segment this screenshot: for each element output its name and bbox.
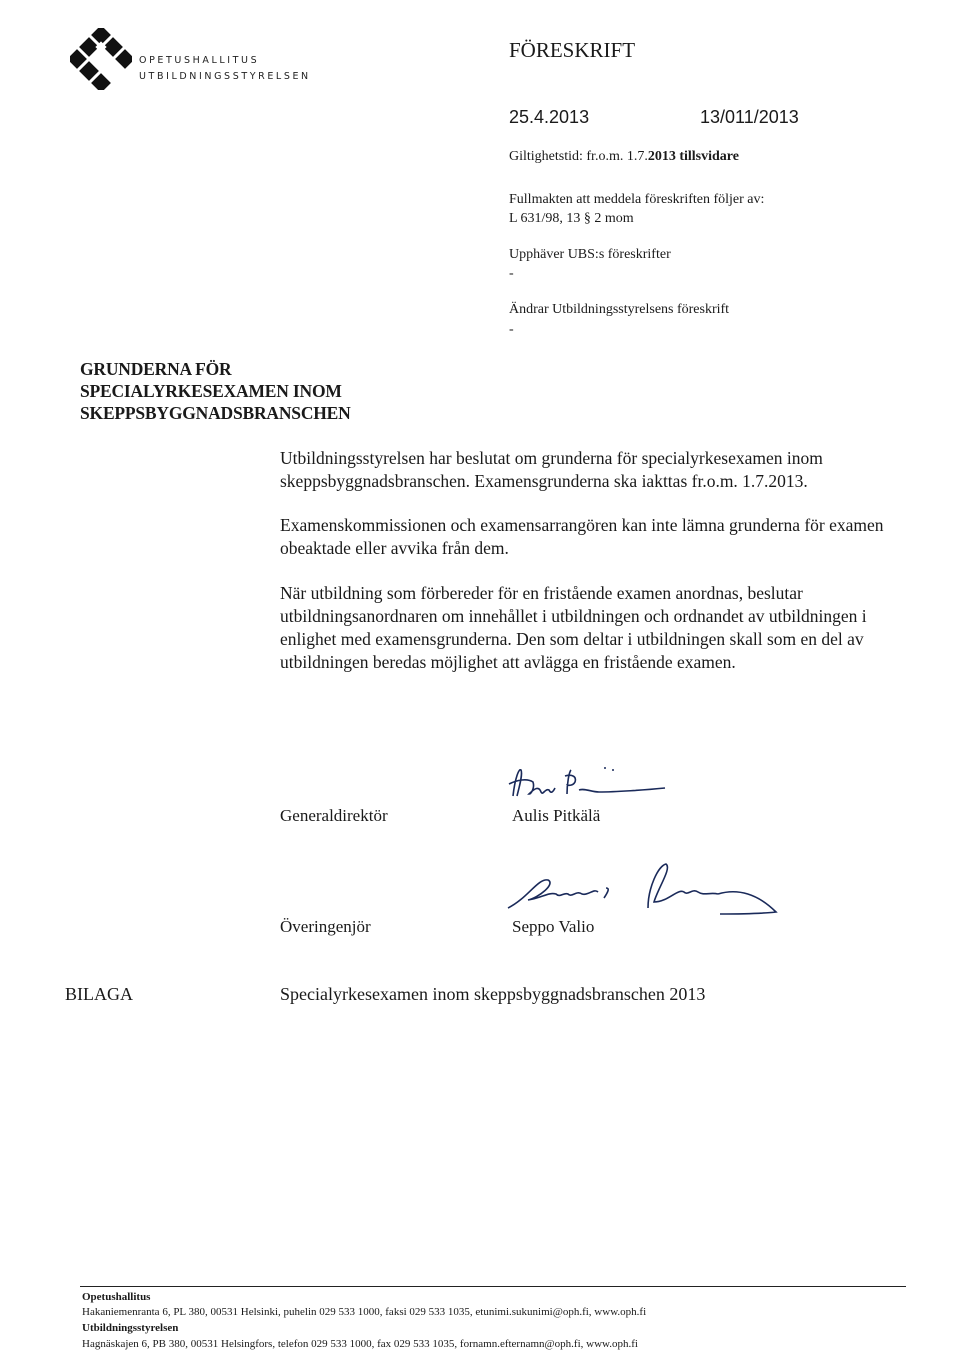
authority-line-2: L 631/98, 13 § 2 mom — [509, 211, 634, 226]
repeals-label: Upphäver UBS:s föreskrifter — [509, 247, 671, 262]
document-date: 25.4.2013 — [509, 107, 590, 127]
title-line-2: SPECIALYRKESEXAMEN INOM — [80, 381, 342, 401]
appendix-label: BILAGA — [65, 984, 133, 1004]
amends-value: - — [509, 322, 514, 337]
amends-label: Ändrar Utbildningsstyrelsens föreskrift — [509, 302, 730, 317]
footer-address-sv: Hagnäskajen 6, PB 380, 00531 Helsingfors, telefon 029 533 1000, fax 029 533 1035, fornamn.efternamn@oph.fi, www.oph.fi — [82, 1338, 638, 1350]
paragraph-1: Utbildningsstyrelsen har beslutat om grunderna för specialyrkesexamen inom skeppsbyggnadsbranschen. Examensgrunderna ska iakttas fr.o.m. 1.7.2013. — [280, 448, 823, 491]
validity-value: 2013 tillsvidare — [647, 149, 739, 164]
org-name-sv: UTBILDNINGSSTYRELSEN — [139, 71, 311, 82]
document-type: FÖRESKRIFT — [509, 38, 636, 62]
title-line-3: SKEPPSBYGGNADSBRANSCHEN — [80, 403, 351, 423]
signatory-1-title: Generaldirektör — [280, 806, 388, 825]
authority-line-1: Fullmakten att meddela föreskriften följer av: — [509, 192, 765, 207]
paragraph-3: När utbildning som förbereder för en fristående examen anordnas, beslutar utbildningsanordnaren om innehållet i utbildningen och ordnandet av utbildningen i enlighet med examensgrunderna. Den som deltar i utbildningen skall som en del av utbildningen beredas möjlighet att avlägga en fristående examen. — [280, 583, 867, 672]
document-number: 13/011/2013 — [700, 107, 799, 127]
signature-pitkala-icon — [505, 758, 675, 808]
org-name-fi: OPETUSHALLITUS — [139, 55, 260, 66]
footer-address-fi: Hakaniemenranta 6, PL 380, 00531 Helsinki, puhelin 029 533 1000, faksi 029 533 1035, etunimi.sukunimi@oph.fi, www.oph.fi — [82, 1306, 647, 1318]
oph-logo-icon — [70, 28, 132, 90]
footer-org-sv: Utbildningsstyrelsen — [82, 1322, 179, 1334]
footer-divider — [80, 1286, 906, 1287]
signatory-2-name: Seppo Valio — [512, 917, 595, 936]
title-line-1: GRUNDERNA FÖR — [80, 359, 232, 379]
signatory-2-title: Överingenjör — [280, 917, 371, 936]
footer-org-fi: Opetushallitus — [82, 1291, 151, 1303]
paragraph-2: Examenskommissionen och examensarrangören kan inte lämna grunderna för examen obeaktade eller avvika från dem. — [280, 515, 884, 558]
repeals-value: - — [509, 266, 514, 281]
validity-line — [509, 149, 739, 165]
validity-label: Giltighetstid: fr.o.m. 1.7. — [509, 149, 648, 164]
appendix-title: Specialyrkesexamen inom skeppsbyggnadsbranschen 2013 — [280, 984, 706, 1004]
signatory-1-name: Aulis Pitkälä — [512, 806, 601, 825]
